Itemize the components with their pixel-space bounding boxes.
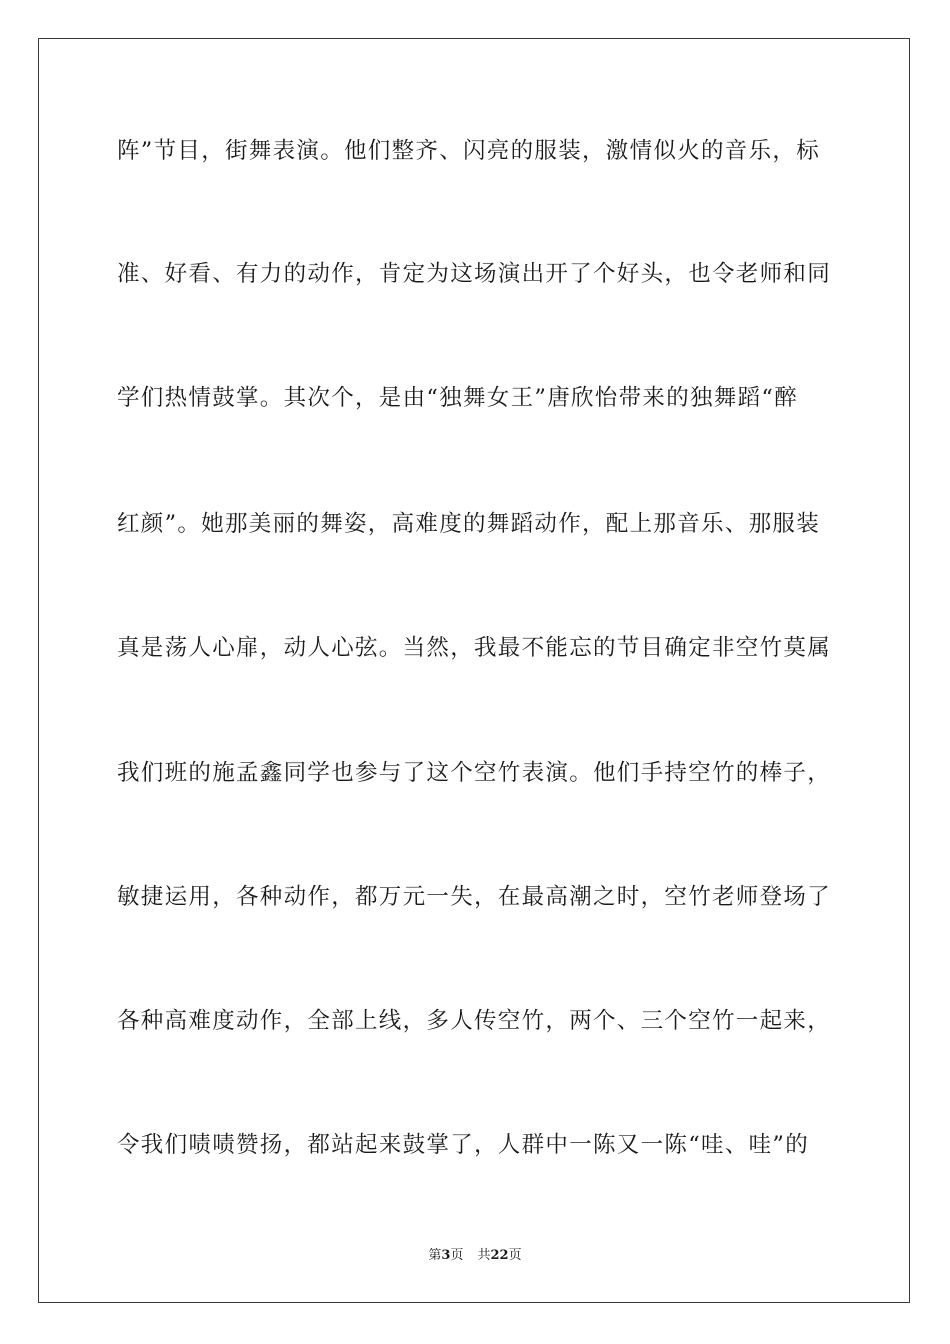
total-suffix: 页 bbox=[508, 1248, 522, 1263]
body-line-4: 红颜”。她那美丽的舞姿，高难度的舞蹈动作，配上那音乐、那服装 bbox=[117, 511, 821, 537]
page-prefix: 第 bbox=[428, 1248, 442, 1263]
total-prefix: 共 bbox=[477, 1248, 491, 1263]
page-border bbox=[38, 38, 910, 1303]
body-line-9: 令我们啧啧赞扬，都站起来鼓掌了，人群中一陈又一陈“哇、哇”的 bbox=[117, 1132, 810, 1158]
page-number: 3 bbox=[441, 1248, 451, 1263]
page-footer bbox=[0, 1247, 950, 1265]
body-line-2: 准、好看、有力的动作，肯定为这场演出开了个好头，也令老师和同 bbox=[117, 261, 832, 287]
total-pages: 22 bbox=[490, 1248, 509, 1263]
page-suffix: 页 bbox=[450, 1248, 464, 1263]
body-line-5: 真是荡人心扉，动人心弦。当然，我最不能忘的节目确定非空竹莫属 bbox=[117, 635, 832, 661]
body-line-1: 阵”节目，街舞表演。他们整齐、闪亮的服装，激情似火的音乐，标 bbox=[117, 138, 821, 164]
body-line-7: 敏捷运用，各种动作，都万元一失，在最高潮之时，空竹老师登场了 bbox=[117, 884, 832, 910]
body-line-8: 各种高难度动作，全部上线，多人传空竹，两个、三个空竹一起来， bbox=[117, 1008, 832, 1034]
body-line-3: 学们热情鼓掌。其次个，是由“独舞女王”唐欣怡带来的独舞蹈“醉 bbox=[117, 385, 799, 411]
body-line-6: 我们班的施孟鑫同学也参与了这个空竹表演。他们手持空竹的棒子， bbox=[117, 760, 832, 786]
